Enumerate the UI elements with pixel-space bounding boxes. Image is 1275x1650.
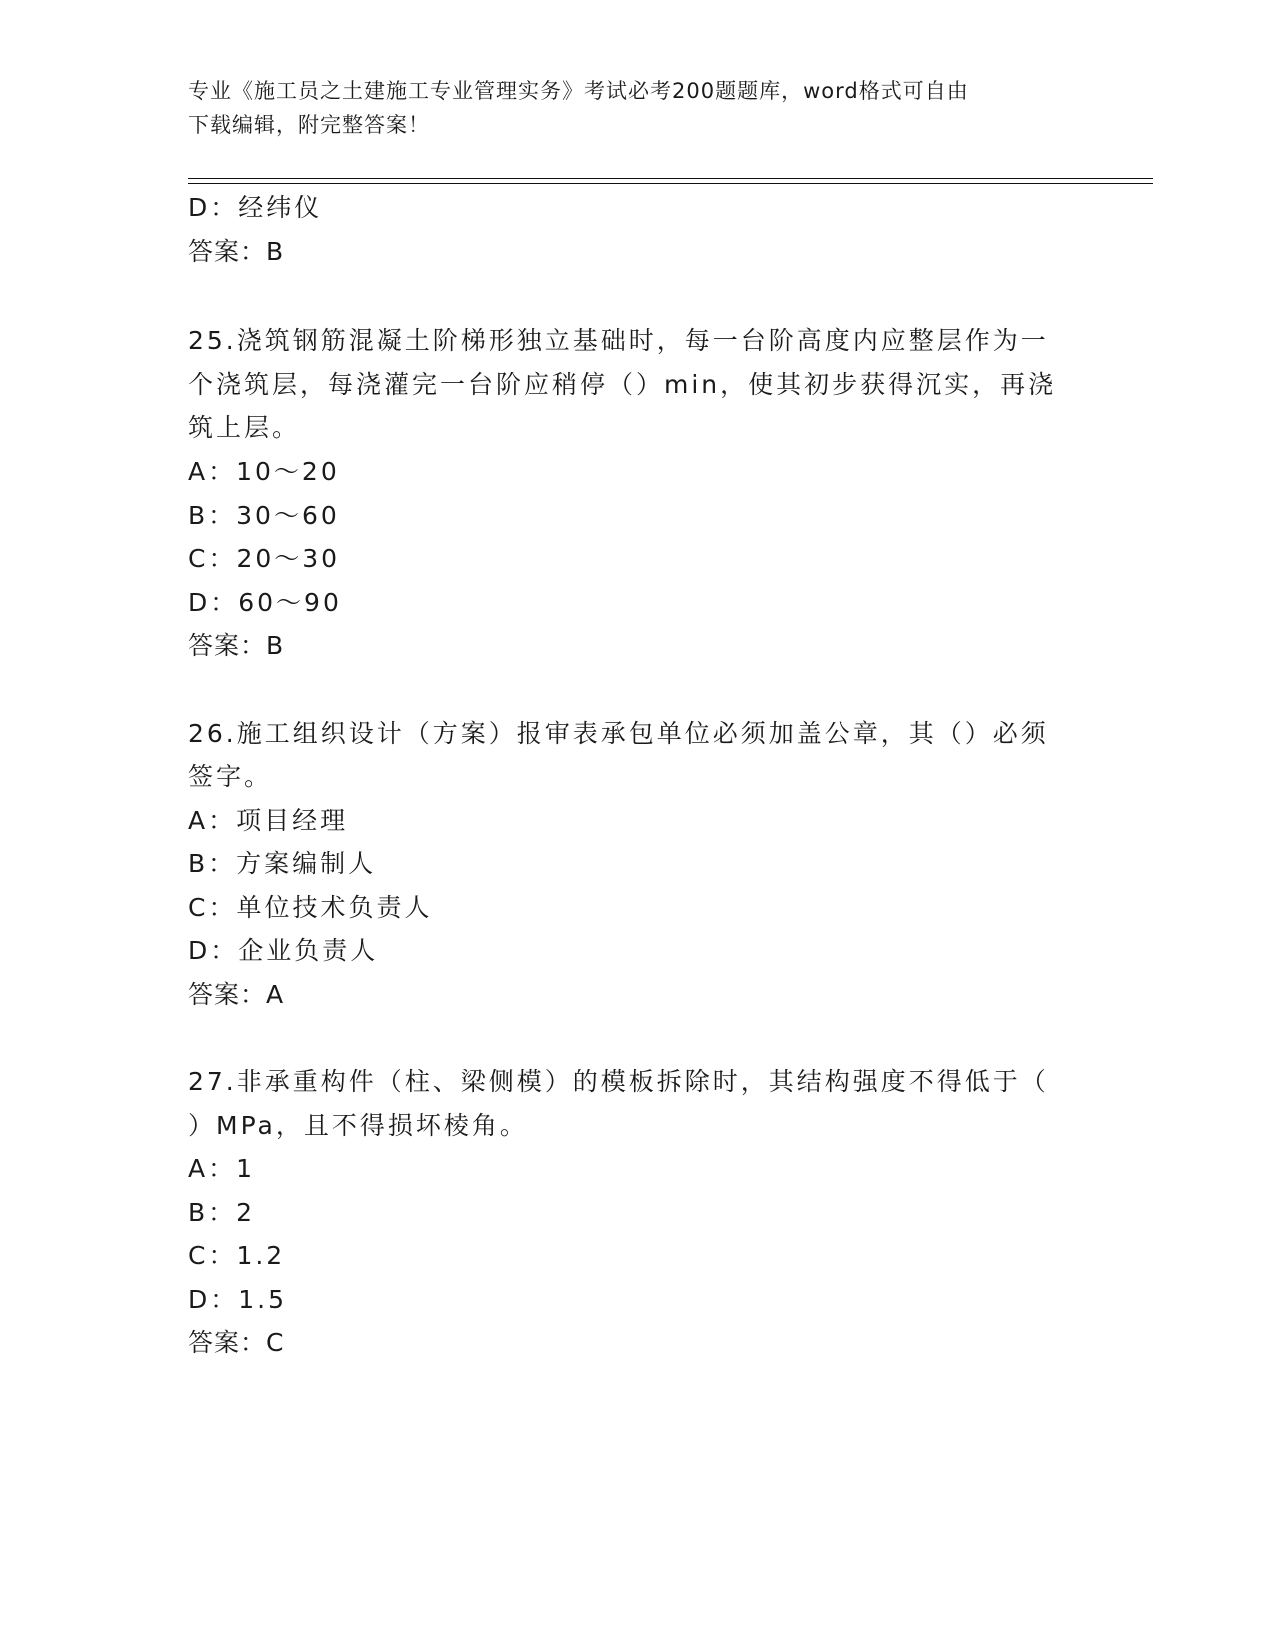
header-line-2: 下载编辑，附完整答案！ [188, 113, 430, 137]
q27-option-d: D：1.5 [188, 1285, 288, 1314]
q25-option-a: A：10～20 [188, 457, 340, 486]
q25-option-d: D：60～90 [188, 588, 342, 617]
prev-answer: 答案：B [188, 237, 285, 266]
q25-text-line-3: 筑上层。 [188, 413, 301, 442]
q27-text-line-1: 27.非承重构件（柱、梁侧模）的模板拆除时，其结构强度不得低于（ [188, 1067, 1049, 1096]
document-header [188, 74, 1068, 142]
header-divider-top [188, 178, 1153, 179]
q26-text-line-2: 签字。 [188, 762, 273, 791]
q27-answer: 答案：C [188, 1328, 285, 1357]
q25-option-b: B：30～60 [188, 501, 340, 530]
q25-text-line-1: 25.浇筑钢筋混凝土阶梯形独立基础时，每一台阶高度内应整层作为一 [188, 326, 1049, 355]
q25-text-line-2: 个浇筑层，每浇灌完一台阶应稍停（）min，使其初步获得沉实，再浇 [188, 370, 1057, 399]
q25-option-c: C：20～30 [188, 544, 341, 573]
q26-option-c: C：单位技术负责人 [188, 893, 433, 922]
q26-answer: 答案：A [188, 980, 285, 1009]
prev-option-d: D：经纬仪 [188, 193, 323, 222]
q27-option-b: B：2 [188, 1198, 256, 1227]
q26-option-a: A：项目经理 [188, 806, 349, 835]
q27-text-line-2: ）MPa，且不得损坏棱角。 [188, 1111, 528, 1140]
q26-option-b: B：方案编制人 [188, 849, 377, 878]
header-divider-bottom [188, 183, 1153, 184]
q25-answer: 答案：B [188, 631, 285, 660]
q26-text-line-1: 26.施工组织设计（方案）报审表承包单位必须加盖公章，其（）必须 [188, 719, 1049, 748]
header-line-1: 专业《施工员之土建施工专业管理实务》考试必考200题题库，word格式可自由 [188, 79, 969, 103]
q27-option-c: C：1.2 [188, 1241, 286, 1270]
q27-option-a: A：1 [188, 1154, 256, 1183]
q26-option-d: D：企业负责人 [188, 936, 379, 965]
